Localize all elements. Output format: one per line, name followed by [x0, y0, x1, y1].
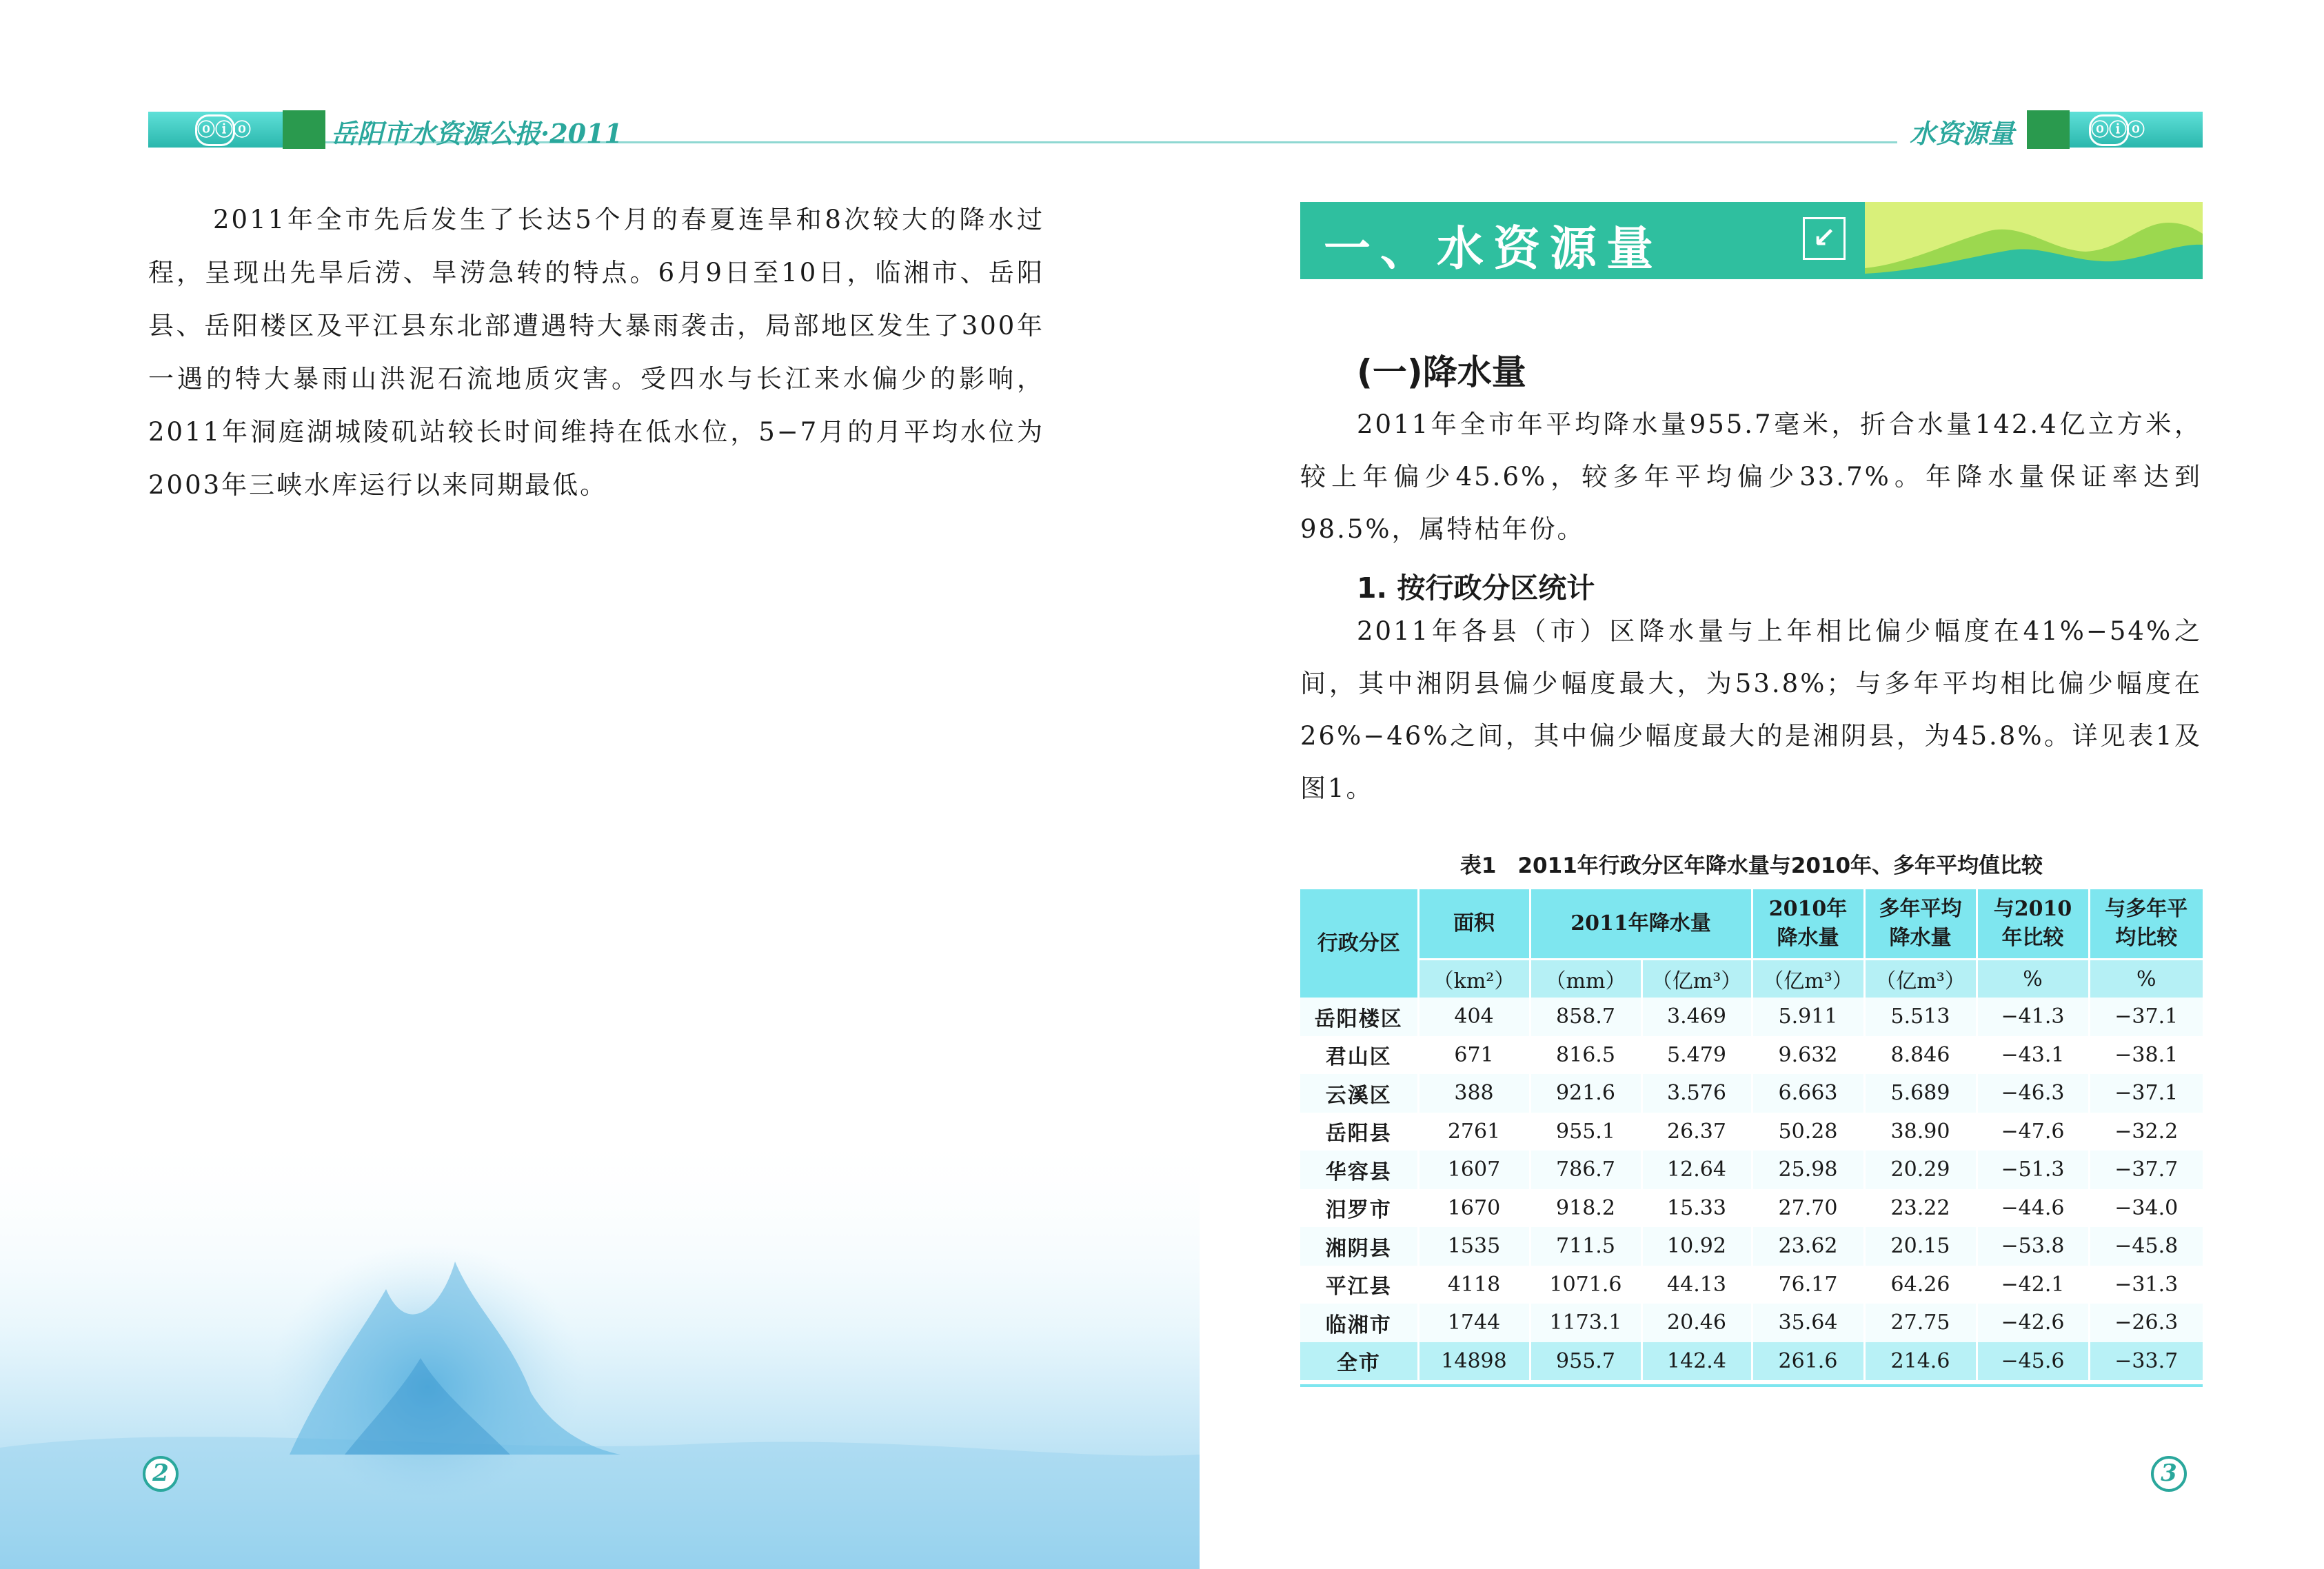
table-cell: 64.26 [1864, 1266, 1977, 1304]
header-area: 面积 [1418, 889, 1530, 960]
table-row [1300, 1342, 2203, 1381]
table-cell: 10.92 [1641, 1227, 1752, 1266]
table-cell: −47.6 [1977, 1113, 2089, 1151]
header-left-title: 岳阳市水资源公报·2011 [331, 118, 623, 149]
header-vs2010: 与2010 年比较 [1977, 889, 2089, 960]
table-cell: 1744 [1418, 1304, 1530, 1342]
water-splash-image [0, 1131, 1200, 1569]
table-cell: −33.7 [2089, 1342, 2203, 1381]
table-cell: 4118 [1418, 1266, 1530, 1304]
table-cell: 3.576 [1641, 1074, 1752, 1113]
table-cell: 214.6 [1864, 1342, 1977, 1381]
table-row [1300, 1113, 2203, 1151]
table-cell: −45.6 [1977, 1342, 2089, 1381]
region-name-cell: 岳阳县 [1300, 1113, 1418, 1151]
left-body-paragraph: 2011年全市先后发生了长达5个月的春夏连旱和8次较大的降水过程，呈现出先旱后涝、旱涝急转的特点。6月9日至10日，临湘市、岳阳县、岳阳楼区及平江县东北部遭遇特大暴雨袭击，局部地区发生了300年一遇的特大暴雨山洪泥石流地质灾害。受四水与长江来水偏少的影响，2011年洞庭湖城陵矶站较长时间维持在低水位，5−7月的月平均水位为2003年三峡水库运行以来同期最低。 [148, 205, 1044, 500]
mountain-scene-icon [1865, 202, 2203, 279]
table-cell: 12.64 [1641, 1151, 1752, 1189]
table-cell: 20.29 [1864, 1151, 1977, 1189]
table-cell: 15.33 [1641, 1189, 1752, 1228]
table-cell: 5.689 [1864, 1074, 1977, 1113]
table-cell: 6.663 [1752, 1074, 1864, 1113]
table-cell: 1173.1 [1530, 1304, 1641, 1342]
unit-cell: （亿m³） [1752, 960, 1864, 998]
header-rain2011: 2011年降水量 [1530, 889, 1752, 960]
table-cell: −37.1 [2089, 998, 2203, 1036]
table-cell: −42.1 [1977, 1266, 2089, 1304]
table-cell: 14898 [1418, 1342, 1530, 1381]
table-cell: −46.3 [1977, 1074, 2089, 1113]
region-name-cell: 华容县 [1300, 1151, 1418, 1189]
table-cell: 921.6 [1530, 1074, 1641, 1113]
table-cell: 711.5 [1530, 1227, 1641, 1266]
table-cell: 1071.6 [1530, 1266, 1641, 1304]
table-cell: 20.46 [1641, 1304, 1752, 1342]
table-cell: −26.3 [2089, 1304, 2203, 1342]
table-cell: 76.17 [1752, 1266, 1864, 1304]
table-cell: −38.1 [2089, 1036, 2203, 1075]
table-cell: −43.1 [1977, 1036, 2089, 1075]
table-cell: 955.1 [1530, 1113, 1641, 1151]
unit-cell: （mm） [1530, 960, 1641, 998]
table-cell: 38.90 [1864, 1113, 1977, 1151]
header-rain2010: 2010年 降水量 [1752, 889, 1864, 960]
table-cell: −44.6 [1977, 1189, 2089, 1228]
page-number-right: 3 [2151, 1456, 2187, 1492]
table-cell: 388 [1418, 1074, 1530, 1113]
table-cell: 20.15 [1864, 1227, 1977, 1266]
table-cell: 27.75 [1864, 1304, 1977, 1342]
region-name-cell: 君山区 [1300, 1036, 1418, 1075]
table-cell: −42.6 [1977, 1304, 2089, 1342]
precipitation-paragraph: 2011年全市年平均降水量955.7毫米，折合水量142.4亿立方米，较上年偏少45.6%，较多年平均偏少33.7%。年降水量保证率达到98.5%，属特枯年份。 [1300, 409, 2202, 544]
table-cell: 918.2 [1530, 1189, 1641, 1228]
table-units-row [1300, 960, 2203, 998]
table-row [1300, 1227, 2203, 1266]
table-cell: 35.64 [1752, 1304, 1864, 1342]
table-row [1300, 1151, 2203, 1189]
table-row [1300, 1036, 2203, 1075]
table-cell: 858.7 [1530, 998, 1641, 1036]
region-name-cell: 湘阴县 [1300, 1227, 1418, 1266]
header-right-title: 水资源量 [1910, 118, 2015, 149]
table-cell: 27.70 [1752, 1189, 1864, 1228]
subsubsection-title: 1. 按行政分区统计 [1357, 571, 1595, 605]
table-cell: 5.911 [1752, 998, 1864, 1036]
section-banner [1300, 202, 2203, 279]
table-cell: 142.4 [1641, 1342, 1752, 1381]
table-cell: 261.6 [1752, 1342, 1864, 1381]
table-bottom-rule [1300, 1384, 2203, 1387]
table-caption: 表1 2011年行政分区年降水量与2010年、多年平均值比较 [1459, 853, 2043, 878]
table-cell: 26.37 [1641, 1113, 1752, 1151]
table-row [1300, 1304, 2203, 1342]
table-cell: 1535 [1418, 1227, 1530, 1266]
region-name-cell: 云溪区 [1300, 1074, 1418, 1113]
logo-icon: ⓞⓘⓞ [2089, 114, 2129, 146]
page-number-left: 2 [143, 1456, 179, 1492]
table-cell: −37.1 [2089, 1074, 2203, 1113]
table-cell: 5.479 [1641, 1036, 1752, 1075]
table-row [1300, 1074, 2203, 1113]
table-cell: −34.0 [2089, 1189, 2203, 1228]
unit-cell: （km²） [1418, 960, 1530, 998]
header-right-badge-accent [2027, 110, 2070, 149]
table-cell: 671 [1418, 1036, 1530, 1075]
region-name-cell: 临湘市 [1300, 1304, 1418, 1342]
table-cell: 786.7 [1530, 1151, 1641, 1189]
table-cell: 1607 [1418, 1151, 1530, 1189]
table-cell: 3.469 [1641, 998, 1752, 1036]
table-cell: −53.8 [1977, 1227, 2089, 1266]
unit-cell: % [1977, 960, 2089, 998]
table-cell: 50.28 [1752, 1113, 1864, 1151]
table-cell: 1670 [1418, 1189, 1530, 1228]
table-cell: 23.62 [1752, 1227, 1864, 1266]
region-name-cell: 平江县 [1300, 1266, 1418, 1304]
table-cell: 23.22 [1864, 1189, 1977, 1228]
table-cell: −45.8 [2089, 1227, 2203, 1266]
table-cell: 9.632 [1752, 1036, 1864, 1075]
unit-cell: % [2089, 960, 2203, 998]
district-paragraph: 2011年各县（市）区降水量与上年相比偏少幅度在41%−54%之间，其中湘阴县偏少幅度最大，为53.8%；与多年平均相比偏少幅度在26%−46%之间，其中偏少幅度最大的是湘阴县，为45.8%。详见表1及图1。 [1300, 616, 2202, 803]
header-vsavg: 与多年平 均比较 [2089, 889, 2203, 960]
region-name-cell: 汨罗市 [1300, 1189, 1418, 1228]
region-name-cell: 全市 [1300, 1342, 1418, 1381]
table-row [1300, 1266, 2203, 1304]
arrow-down-left-icon: ↙ [1803, 217, 1846, 260]
table-cell: −32.2 [2089, 1113, 2203, 1151]
table-cell: 404 [1418, 998, 1530, 1036]
precipitation-table [1300, 889, 2203, 1380]
table-cell: −31.3 [2089, 1266, 2203, 1304]
table-cell: 2761 [1418, 1113, 1530, 1151]
table-cell: 5.513 [1864, 998, 1977, 1036]
header-left-badge-accent [283, 110, 325, 149]
subsection-title: (一)降水量 [1357, 352, 1526, 392]
table-cell: 816.5 [1530, 1036, 1641, 1075]
logo-icon: ⓞⓘⓞ [195, 114, 235, 146]
unit-cell: （亿m³） [1641, 960, 1752, 998]
region-name-cell: 岳阳楼区 [1300, 998, 1418, 1036]
table-cell: 8.846 [1864, 1036, 1977, 1075]
table-cell: −37.7 [2089, 1151, 2203, 1189]
table-header-row [1300, 889, 2203, 960]
unit-cell: （亿m³） [1864, 960, 1977, 998]
header-region: 行政分区 [1300, 889, 1418, 998]
header-avg: 多年平均 降水量 [1864, 889, 1977, 960]
table-cell: 955.7 [1530, 1342, 1641, 1381]
table-cell: −41.3 [1977, 998, 2089, 1036]
section-title: 一、水资源量 [1324, 221, 1664, 276]
table-cell: 25.98 [1752, 1151, 1864, 1189]
table-row [1300, 998, 2203, 1036]
table-cell: 44.13 [1641, 1266, 1752, 1304]
table-row [1300, 1189, 2203, 1228]
table-cell: −51.3 [1977, 1151, 2089, 1189]
